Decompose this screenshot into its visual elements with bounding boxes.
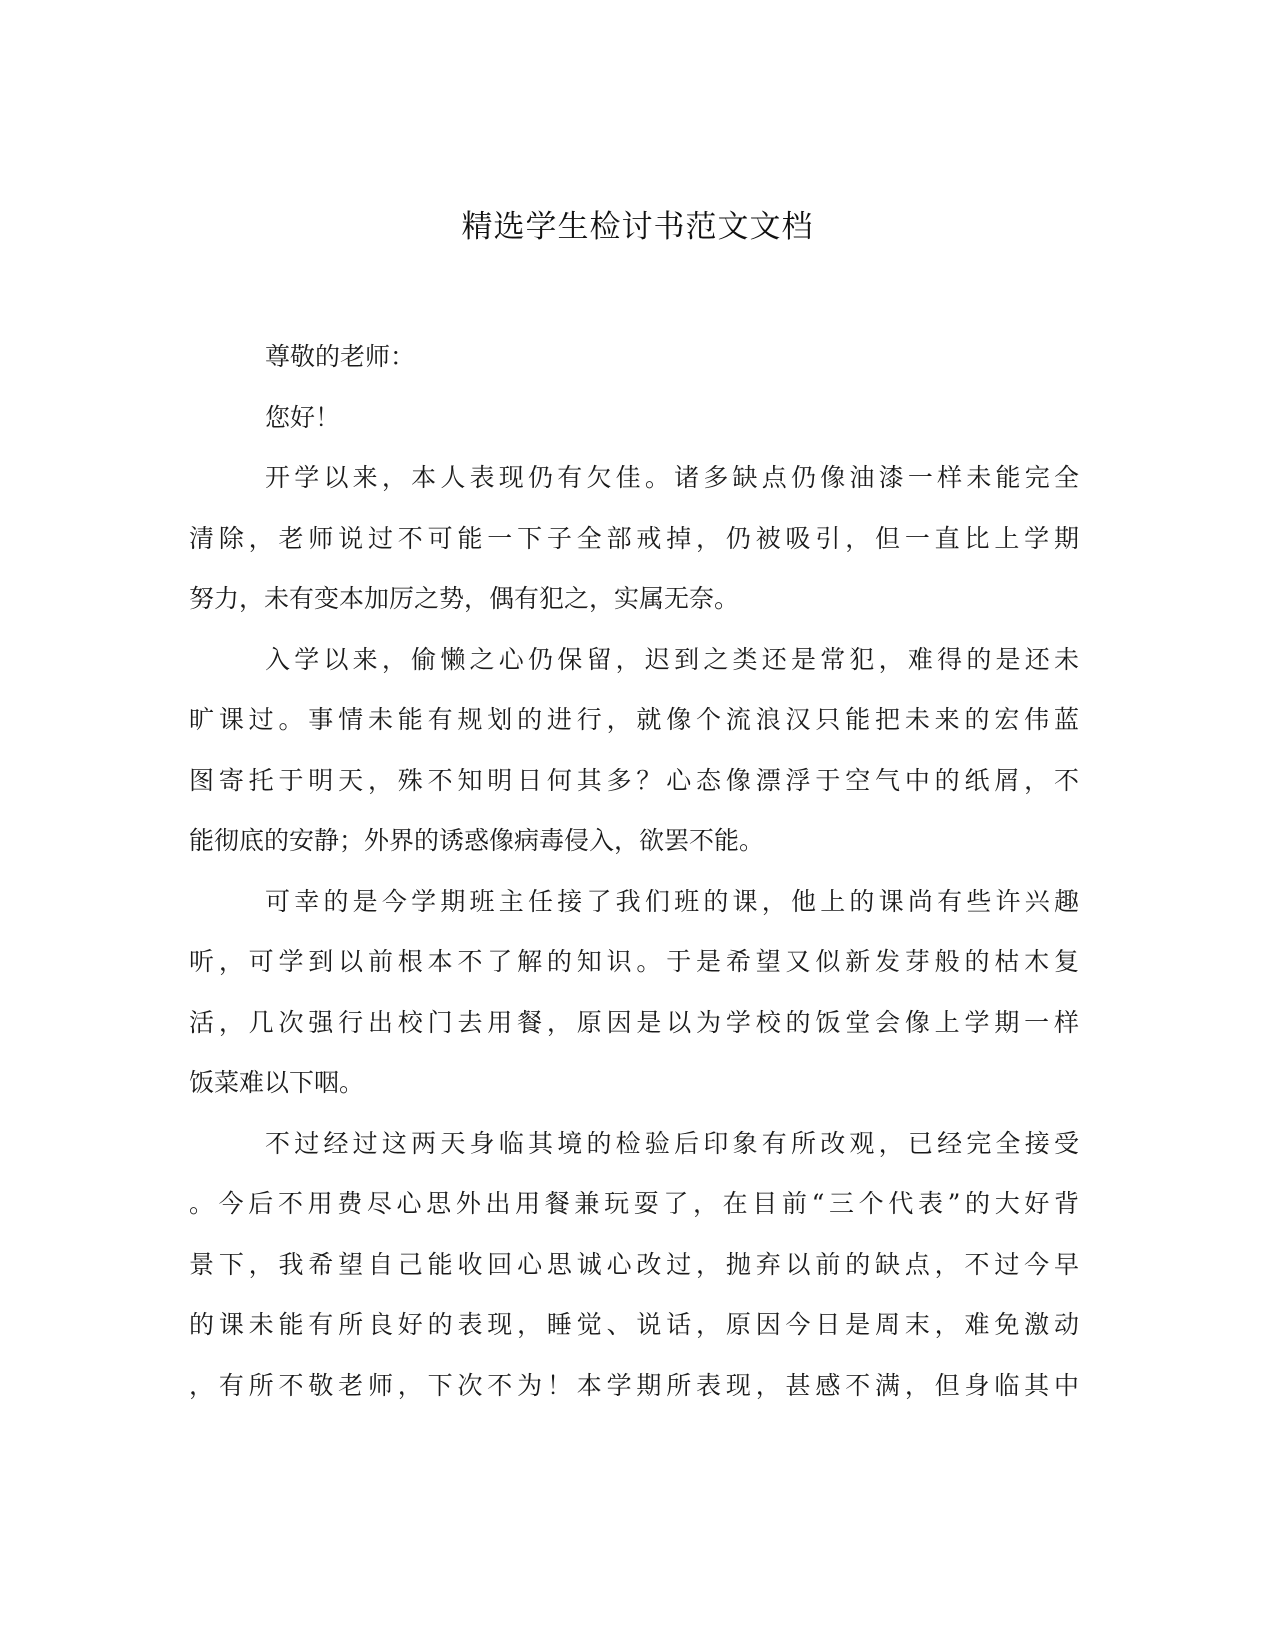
salutation-text: 尊敬的老师： bbox=[265, 342, 416, 371]
paragraph-line: 活，几次强行出校门去用餐，原因是以为学校的饭堂会像上学期一样 bbox=[189, 1007, 1079, 1037]
paragraph-line: 入学以来，偷懒之心仍保留，迟到之类还是常犯，难得的是还未 bbox=[265, 644, 1079, 674]
greeting bbox=[189, 388, 1079, 449]
paragraph-line: 努力，未有变本加厉之势，偶有犯之，实属无奈。 bbox=[189, 584, 740, 613]
document-body bbox=[189, 327, 1079, 1416]
paragraph-line: 旷课过。事情未能有规划的进行，就像个流浪汉只能把未来的宏伟蓝 bbox=[189, 705, 1079, 734]
document-title: 精选学生检讨书范文文档 bbox=[461, 209, 814, 245]
salutation bbox=[189, 327, 1079, 388]
paragraph-3 bbox=[189, 872, 1079, 1114]
paragraph-line: 能彻底的安静；外界的诱惑像病毒侵入，欲罢不能。 bbox=[189, 826, 765, 855]
paragraph-line: 。今后不用费尽心思外出用餐兼玩耍了，在目前“三个代表”的大好背 bbox=[189, 1189, 1079, 1218]
paragraph-4 bbox=[189, 1114, 1079, 1417]
paragraph-line: 的课未能有所良好的表现，睡觉、说话，原因今日是周末，难免激动 bbox=[189, 1310, 1079, 1339]
paragraph-line: 听，可学到以前根本不了解的知识。于是希望又似新发芽般的枯木复 bbox=[189, 947, 1079, 976]
paragraph-line: 清除，老师说过不可能一下子全部戒掉，仍被吸引，但一直比上学期 bbox=[189, 523, 1079, 553]
paragraph-1 bbox=[189, 448, 1079, 630]
paragraph-line: ，有所不敬老师，下次不为！本学期所表现，甚感不满，但身临其中 bbox=[189, 1370, 1079, 1400]
paragraph-line: 不过经过这两天身临其境的检验后印象有所改观，已经完全接受 bbox=[265, 1128, 1079, 1158]
paragraph-2 bbox=[189, 630, 1079, 872]
paragraph-line: 开学以来，本人表现仍有欠佳。诸多缺点仍像油漆一样未能完全 bbox=[265, 463, 1079, 492]
paragraph-line: 可幸的是今学期班主任接了我们班的课，他上的课尚有些许兴趣 bbox=[265, 886, 1079, 916]
paragraph-line: 饭菜难以下咽。 bbox=[189, 1068, 365, 1097]
greeting-text: 您好！ bbox=[265, 402, 341, 432]
paragraph-line: 图寄托于明天，殊不知明日何其多？心态像漂浮于空气中的纸屑，不 bbox=[189, 765, 1079, 795]
paragraph-line: 景下，我希望自己能收回心思诚心改过，抛弃以前的缺点，不过今早 bbox=[189, 1249, 1079, 1279]
